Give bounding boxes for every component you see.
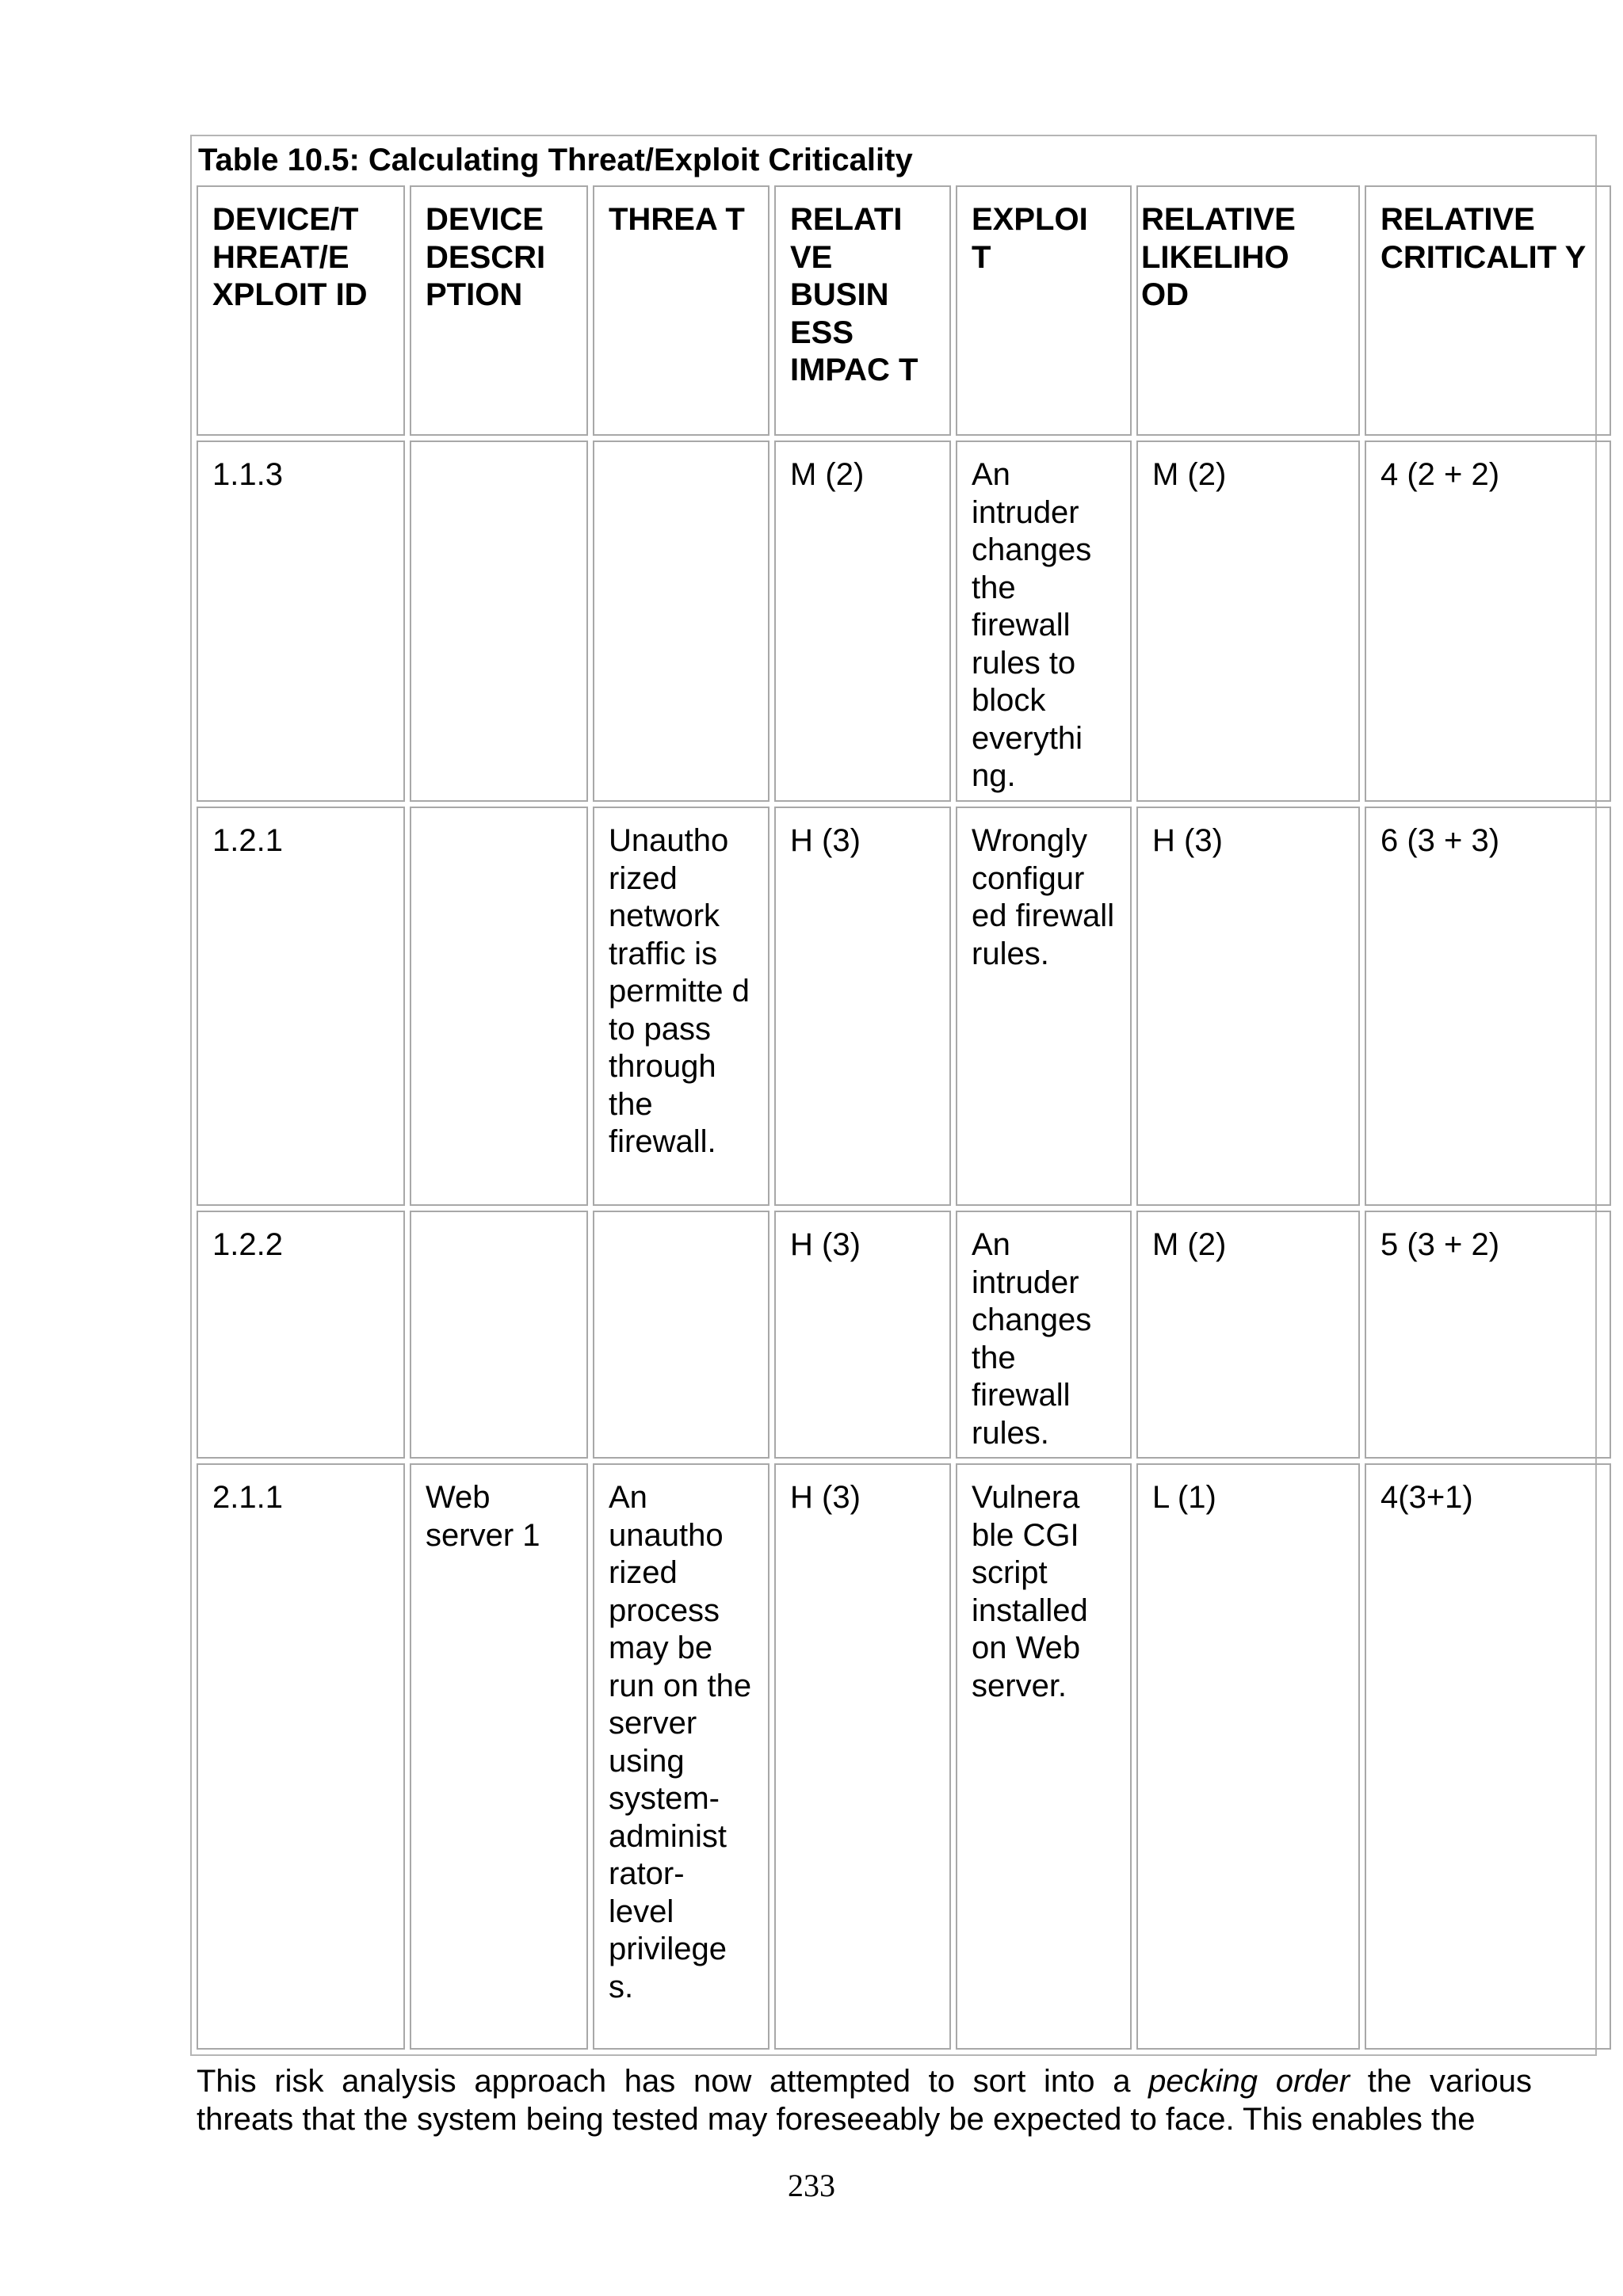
header-device-description: DEVICE DESCRI PTION xyxy=(410,185,588,436)
cell-device-description xyxy=(410,1211,588,1459)
header-threat: THREA T xyxy=(593,185,769,436)
header-criticality: RELATIVE CRITICALIT Y xyxy=(1365,185,1611,436)
cell-likelihood: M (2) xyxy=(1136,441,1360,802)
cell-exploit: Wrongly configur ed firewall rules. xyxy=(956,807,1132,1206)
cell-id: 1.2.1 xyxy=(197,807,405,1206)
cell-likelihood: H (3) xyxy=(1136,807,1360,1206)
table-row xyxy=(197,441,1611,802)
cell-exploit: An intruder changes the firewall rules. xyxy=(956,1211,1132,1459)
cell-criticality: 4 (2 + 2) xyxy=(1365,441,1611,802)
criticality-table xyxy=(192,181,1616,2054)
table-caption: Table 10.5: Calculating Threat/Exploit Criticality xyxy=(198,143,913,177)
cell-business-impact: H (3) xyxy=(774,807,951,1206)
table-row xyxy=(197,1211,1611,1459)
cell-criticality: 5 (3 + 2) xyxy=(1365,1211,1611,1459)
page-number: 233 xyxy=(788,2168,835,2203)
header-exploit: EXPLOI T xyxy=(956,185,1132,436)
table-row xyxy=(197,807,1611,1206)
cell-device-description: Web server 1 xyxy=(410,1463,588,2050)
header-likelihood: RELATIVE LIKELIHO OD xyxy=(1136,185,1360,436)
cell-criticality: 6 (3 + 3) xyxy=(1365,807,1611,1206)
paragraph-line2: threats that the system being tested may foreseeably be expected to face. This enables the xyxy=(197,2102,1476,2137)
cell-business-impact: H (3) xyxy=(774,1211,951,1459)
cell-id: 2.1.1 xyxy=(197,1463,405,2050)
criticality-table-container xyxy=(190,135,1597,2056)
cell-id: 1.1.3 xyxy=(197,441,405,802)
cell-threat xyxy=(593,441,769,802)
cell-exploit: An intruder changes the firewall rules to block everythi ng. xyxy=(956,441,1132,802)
cell-threat xyxy=(593,1211,769,1459)
paragraph-line1: This risk analysis approach has now attempted to sort into a pecking order the various xyxy=(197,2064,1532,2099)
cell-business-impact: M (2) xyxy=(774,441,951,802)
cell-id: 1.2.2 xyxy=(197,1211,405,1459)
cell-exploit: Vulnera ble CGI script installed on Web server. xyxy=(956,1463,1132,2050)
cell-likelihood: M (2) xyxy=(1136,1211,1360,1459)
cell-threat: Unautho rized network traffic is permitte d to pass through the firewall. xyxy=(593,807,769,1206)
table-row xyxy=(197,1463,1611,2050)
cell-device-description xyxy=(410,441,588,802)
cell-device-description xyxy=(410,807,588,1206)
cell-threat: An unautho rized process may be run on the server using system- administ rator- level privilege s. xyxy=(593,1463,769,2050)
header-id: DEVICE/T HREAT/E XPLOIT ID xyxy=(197,185,405,436)
cell-criticality: 4(3+1) xyxy=(1365,1463,1611,2050)
cell-business-impact: H (3) xyxy=(774,1463,951,2050)
cell-likelihood: L (1) xyxy=(1136,1463,1360,2050)
emphasis-pecking-order: pecking order xyxy=(1148,2064,1350,2099)
header-business-impact: RELATI VE BUSIN ESS IMPAC T xyxy=(774,185,951,436)
table-header-row xyxy=(197,185,1611,436)
body-paragraph xyxy=(197,2062,1532,2138)
